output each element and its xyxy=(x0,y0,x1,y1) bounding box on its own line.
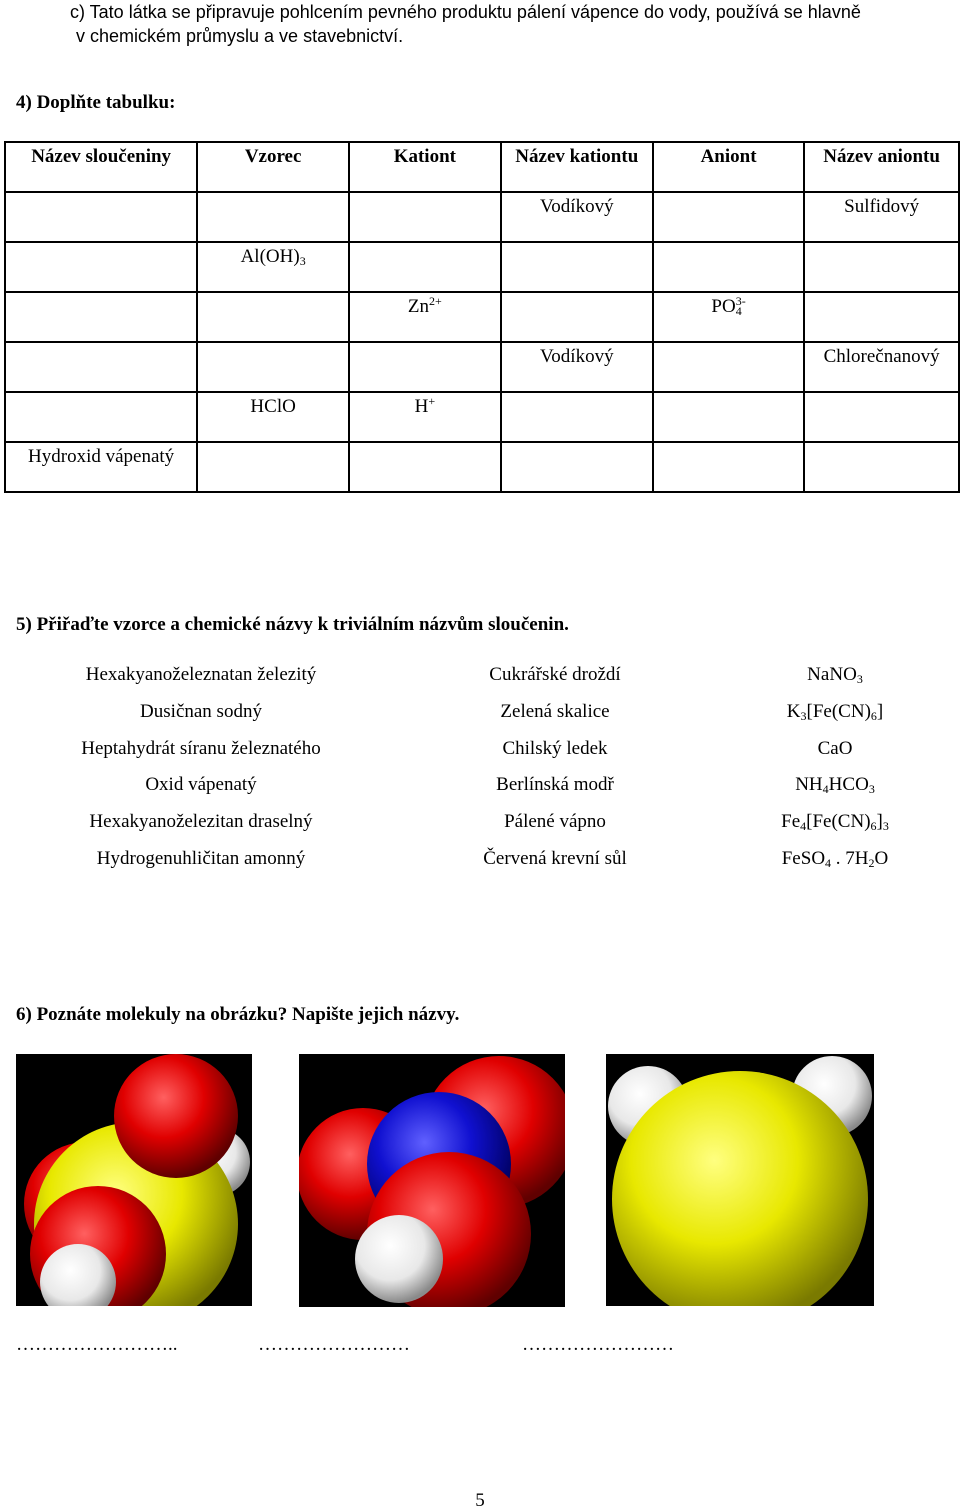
cell-cation-name: Vodíkový xyxy=(501,342,653,392)
cell-cation-name[interactable] xyxy=(501,242,653,292)
list-item: Oxid vápenatý xyxy=(145,774,257,796)
cell-anion-name[interactable] xyxy=(804,442,959,492)
molecule-image-1 xyxy=(16,1054,252,1306)
cell-anion[interactable] xyxy=(653,442,804,492)
list-item: Heptahydrát síranu železnatého xyxy=(81,737,321,759)
anion-subscript: 4 xyxy=(735,304,742,318)
list-item: Dusičnan sodný xyxy=(140,700,262,722)
cell-name: Hydroxid vápenatý xyxy=(5,442,197,492)
molecule-image-3 xyxy=(606,1054,874,1306)
cell-anion-name[interactable] xyxy=(804,292,959,342)
section-6-heading: 6) Poznáte molekuly na obrázku? Napište jejich názvy. xyxy=(16,1004,460,1025)
list-item: Červená krevní sůl xyxy=(483,847,627,869)
intro-text xyxy=(70,0,930,48)
cell-anion-name: Sulfidový xyxy=(804,192,959,242)
anion-text: PO xyxy=(711,296,736,317)
answer-blank-3[interactable]: …………………… xyxy=(522,1334,674,1355)
list-item: $Fe_4[Fe(CN)_6]_3$ xyxy=(781,811,889,834)
cell-cation-name: Vodíkový xyxy=(501,192,653,242)
table-row xyxy=(5,392,959,442)
cell-name[interactable] xyxy=(5,342,197,392)
answer-blank-2[interactable]: …………………… xyxy=(258,1334,410,1355)
cell-cation-name[interactable] xyxy=(501,442,653,492)
cell-name[interactable] xyxy=(5,192,197,242)
cell-formula: HClO xyxy=(197,392,349,442)
table-row xyxy=(5,292,959,342)
trivial-names-column xyxy=(420,660,690,881)
cell-formula[interactable] xyxy=(197,442,349,492)
list-item: Zelená skalice xyxy=(500,700,610,722)
intro-line-2: v chemickém průmyslu a ve stavebnictví. xyxy=(76,26,404,46)
cell-cation[interactable] xyxy=(349,242,501,292)
formula-subscript: 3 xyxy=(299,254,306,268)
cell-cation xyxy=(349,392,501,442)
header-cation-name: Název kationtu xyxy=(501,142,653,192)
cell-name[interactable] xyxy=(5,392,197,442)
cell-name[interactable] xyxy=(5,242,197,292)
list-item: $K_3[Fe(CN)_6]$ xyxy=(786,700,884,723)
list-item: Hexakyanoželezitan draselný xyxy=(89,811,313,833)
cell-anion-name[interactable] xyxy=(804,242,959,292)
anion-charge: 3- xyxy=(735,294,746,308)
header-formula: Vzorec xyxy=(197,142,349,192)
header-cation: Kationt xyxy=(349,142,501,192)
intro-line-1: c) Tato látka se připravuje pohlcením pevného produktu pálení vápence do vody, používá se hlavně xyxy=(70,2,861,22)
chemical-names-column xyxy=(40,660,362,881)
cell-anion[interactable] xyxy=(653,342,804,392)
list-item: CaO xyxy=(817,737,853,759)
molecule-image-2 xyxy=(299,1054,565,1307)
cation-charge: 2+ xyxy=(429,294,442,308)
cell-anion-name[interactable] xyxy=(804,392,959,442)
cell-cation[interactable] xyxy=(349,342,501,392)
header-anion-name: Název aniontu xyxy=(804,142,959,192)
cell-cation[interactable] xyxy=(349,442,501,492)
list-item: Hydrogenuhličitan amonný xyxy=(96,847,306,869)
list-item: FeSO$_4$ . $7H_2O$ xyxy=(781,847,889,870)
formulas-column xyxy=(720,660,950,881)
cell-cation-name[interactable] xyxy=(501,392,653,442)
list-item: $NH_4HCO_3$ xyxy=(795,774,875,797)
table-row xyxy=(5,342,959,392)
cell-cation xyxy=(349,292,501,342)
list-item: Hexakyanoželeznatan železitý xyxy=(85,664,317,685)
cell-cation-name[interactable] xyxy=(501,292,653,342)
formula-text: Al(OH) xyxy=(240,246,300,267)
section-5-heading: 5) Přiřaďte vzorce a chemické názvy k triviálním názvům sloučenin. xyxy=(16,614,569,635)
cell-name[interactable] xyxy=(5,292,197,342)
cell-anion xyxy=(653,292,804,342)
cell-formula[interactable] xyxy=(197,292,349,342)
cell-formula xyxy=(197,242,349,292)
cell-anion[interactable] xyxy=(653,242,804,292)
cell-anion-name: Chlorečnanový xyxy=(804,342,959,392)
cation-text: Zn xyxy=(407,296,429,317)
header-anion: Aniont xyxy=(653,142,804,192)
page-number: 5 xyxy=(475,1490,485,1511)
table-header-row xyxy=(5,142,959,192)
table-row xyxy=(5,442,959,492)
cell-anion[interactable] xyxy=(653,192,804,242)
list-item: Pálené vápno xyxy=(504,811,606,833)
table-row xyxy=(5,242,959,292)
cation-text: H xyxy=(414,396,429,417)
fill-in-table xyxy=(4,141,960,493)
cell-cation[interactable] xyxy=(349,192,501,242)
cell-formula[interactable] xyxy=(197,192,349,242)
section-4-heading: 4) Doplňte tabulku: xyxy=(16,92,176,113)
cell-anion[interactable] xyxy=(653,392,804,442)
cell-formula[interactable] xyxy=(197,342,349,392)
answer-blank-1[interactable]: …………………….. xyxy=(16,1334,178,1355)
header-compound-name: Název sloučeniny xyxy=(5,142,197,192)
nitric-acid-model xyxy=(299,1054,565,1307)
list-item: Chilský ledek xyxy=(502,737,608,759)
cation-charge: + xyxy=(428,394,436,408)
list-item: NaNO$_3$ xyxy=(807,664,863,686)
list-item: Berlínská modř xyxy=(496,774,614,796)
hydrogen-sulfide-model xyxy=(606,1054,874,1306)
list-item: Cukrářské droždí xyxy=(489,664,621,685)
sulfuric-acid-model xyxy=(16,1054,252,1306)
table-row xyxy=(5,192,959,242)
